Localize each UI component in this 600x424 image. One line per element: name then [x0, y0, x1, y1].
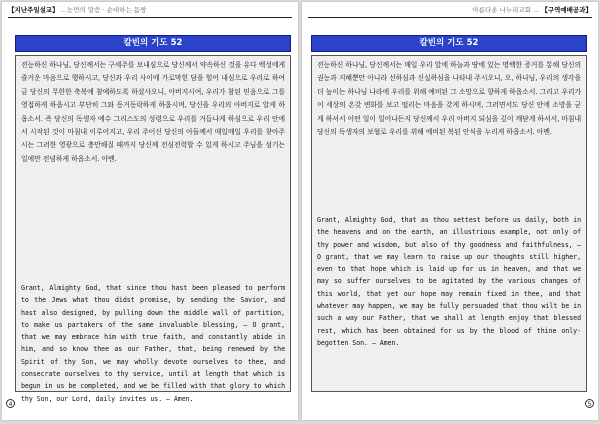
header-subtitle: 아름다운 나누리교회 ...: [472, 6, 542, 14]
english-prayer: Grant, Almighty God, that as thou settest before us daily, both in the heavens and on the earth, an illustrious example, not only of thy power and wisdom, but also of thy goodness and faithfulness, — O grant, that we may learn to raise up our thoughts still higher, even to that hope which is laid up for us in heaven, and that we may so suffer ourselves to be agitated by the various changes of this world, that yet our hope may remain fixed in thee, and that whatever may happen, we may be fully persuaded that thou wilt be in such a way our Father, that we shall at length enjoy that blessed rest, which has been obtained for us by the blood of thine only-begotten Son. — Amen.: [317, 216, 581, 347]
prayer-box: [311, 55, 587, 392]
page-header: [8, 4, 292, 16]
header-tag: 【지난주일설교】: [8, 6, 59, 14]
right-page: [302, 2, 598, 420]
left-page: [2, 2, 298, 420]
english-prayer: Grant, Almighty God, that since thou hast been pleased to perform to the Jews what thou didst promise, by sending the Savior, and hast also designed, by pulling down the middle wall of partition, to make us partakers of the same invaluable blessing, — O grant, that we may embrace him with true faith, and constantly abide in him, and so know thee as our Father, that, being renewed by the Spirit of thy Son, we may wholly devote ourselves to thee, and consecrate ourselves to thy service, until at length that which is begun in us be completed, and we be filled with that glory to which thy Son, our Lord, daily invites us. — Amen.: [21, 284, 285, 403]
prayer-title: 칼빈의 기도 52: [15, 35, 291, 52]
header-rule: [308, 17, 592, 18]
header-rule: [8, 17, 292, 18]
korean-prayer: 전능하신 하나님, 당신께서는 구세주를 보내심으로 당신께서 약속하신 것을 유다 백성에게 즐거운 마음으로 행하시고, 당신과 우리 사이에 가로막힌 담을 헐어 내심으로 우리로 하여금 당신의 무한한 축복에 참예하도록 하셨사오니, 아버지시여, 우리가 참된 믿음으로 그를 영접하게 하옵시고 부단히 그와 동거동락하게 하옵시며, 당신을 우리의 아버지로 알게 하옵소서. 즉 당신의 독생자 예수 그리스도의 성령으로 우리를 거듭나게 하심으로 우리 안에서 시작된 것이 마침내 이루어지고, 우리 주어신 당신의 아들께서 매일매일 우리를 찾아주시는 그러한 영광으로 충만해질 때까지 당신께 전심전력할 수 있게 하시고 주님을 섬기는 일에만 전념하게 하옵소서. 아멘.: [21, 61, 285, 163]
page-header: [308, 4, 592, 16]
prayer-title: 칼빈의 기도 52: [311, 35, 587, 52]
korean-prayer: 전능하신 하나님, 당신께서는 매일 우리 앞에 하늘과 땅에 있는 명백한 증거를 통해 당신의 권능과 지혜뿐만 아니라 선하심과 신실하심을 나타내 주시오니, 오, 하나님, 우리의 생각을 더 높이는 하나님 나라에 우리를 위해 예비된 그 소망으로 향하게 하옵소서. 그리고 우리가 이 세상의 온갖 변화를 보고 떨리는 마음을 갖게 하시며, 그러면서도 당신 안에 소망을 굳게 하셔서 어떤 일이 일어나든지 당신께서 우리 아버지 되심을 깊이 깨닫게 하셔서, 마침내 당신의 독생자의 보혈로 우리를 위해 예비된 복된 안식을 누리게 하옵소서. 아멘.: [317, 61, 581, 137]
header-subtitle: ...눈먼의 말씀 · 순대하는 몸짱: [58, 6, 147, 14]
page-number: 4: [6, 399, 15, 408]
prayer-box: [15, 55, 291, 403]
page-number: 5: [585, 399, 594, 408]
header-tag: 【구역예배공과】: [541, 6, 592, 14]
